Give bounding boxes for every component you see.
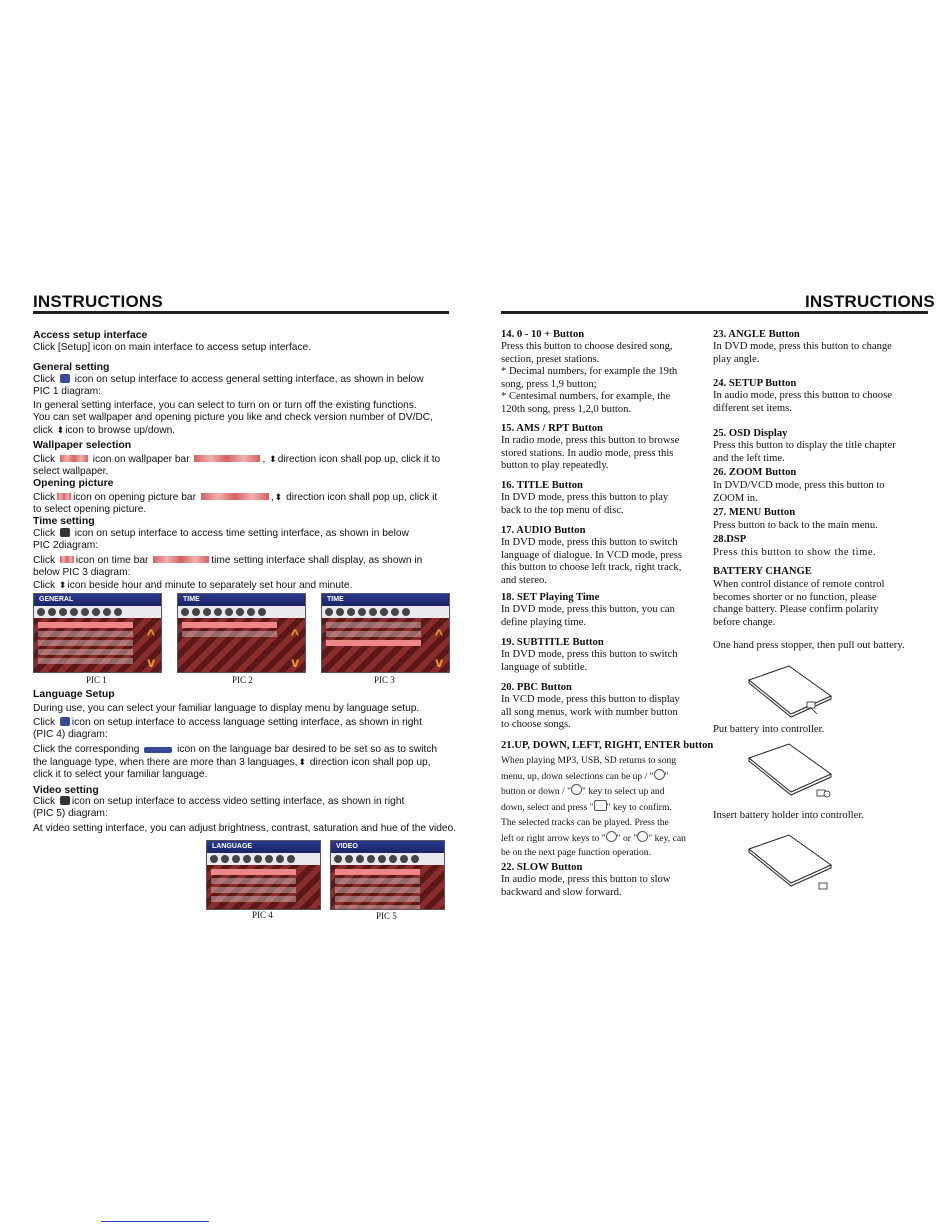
remote-battery-holder-illustration xyxy=(745,833,835,893)
button-16-heading: 16. TITLE Button xyxy=(501,480,583,491)
wallpaper-text: Click icon on wallpaper bar , ⬍direction icon shall pop up, click it to select wallpaper. xyxy=(33,454,441,477)
up-down-arrow-icon: ⬍ xyxy=(58,580,67,590)
chevron-up-icon: ^ xyxy=(290,626,299,642)
right-key-icon xyxy=(637,831,648,842)
battery-step-2: Put battery into controller. xyxy=(713,724,825,735)
button-24-heading: 24. SETUP Button xyxy=(713,378,797,389)
screen-icon-bar xyxy=(178,606,305,618)
battery-step-3: Insert battery holder into controller. xyxy=(713,810,864,821)
language-setup-text: During use, you can select your familiar language to display menu by language setup. Click icon on setup interface to access language setting interface, as shown in right (PIC 4) diagram: Click the corresponding icon on the language bar desired to be set so as to switch the language type, when there are more than 3 languages,⬍ direction icon shall pop up, click it to select your familiar language. xyxy=(33,703,438,780)
button-27-heading: 27. MENU Button xyxy=(713,507,796,518)
pic5-caption: PIC 5 xyxy=(376,911,397,921)
left-page-header: INSTRUCTIONS xyxy=(33,292,163,311)
time-icon xyxy=(60,556,74,563)
wallpaper-bar-icon xyxy=(194,455,260,462)
access-setup-heading: Access setup interface xyxy=(33,329,148,341)
pic4-language-screen xyxy=(206,840,321,910)
button-25-heading: 25. OSD Display xyxy=(713,428,788,439)
screen-title: TIME xyxy=(322,594,449,606)
pic2-caption: PIC 2 xyxy=(232,675,253,685)
up-down-arrow-icon: ⬍ xyxy=(298,757,307,767)
button-26-heading: 26. ZOOM Button xyxy=(713,467,797,478)
chevron-up-icon: ^ xyxy=(434,626,443,642)
up-down-arrow-icon: ⬍ xyxy=(269,454,277,464)
time-setting-heading: Time setting xyxy=(33,515,95,527)
button-17-text: In DVD mode, press this button to switch language of dialogue. In VCD mode, press this button to choose left track, right track, and stereo. xyxy=(501,537,683,586)
button-22-heading: 22. SLOW Button xyxy=(501,862,583,873)
general-setting-heading: General setting xyxy=(33,361,110,373)
general-setting-text: Click icon on setup interface to access general setting interface, as shown in below PIC 1 diagram: In general setting interface, you can select to turn on or turn off the existing functions. You can set wallpaper and opening picture you like and check version number of DV/DC, click ⬍icon to browse up/down. xyxy=(33,374,433,436)
up-down-arrow-icon: ⬍ xyxy=(274,492,283,502)
language-icon xyxy=(60,717,70,726)
time-bar-icon xyxy=(153,556,209,563)
button-17-heading: 17. AUDIO Button xyxy=(501,525,586,536)
button-15-heading: 15. AMS / RPT Button xyxy=(501,423,603,434)
pic2-time-screen xyxy=(177,593,306,673)
button-23-heading: 23. ANGLE Button xyxy=(713,329,800,340)
button-18-text: In DVD mode, press this button, you can define playing time. xyxy=(501,604,675,628)
button-22-text: In audio mode, press this button to slow backward and slow forward. xyxy=(501,874,671,898)
right-header-rule xyxy=(501,311,928,314)
button-27-text: Press button to back to the main menu. xyxy=(713,520,878,531)
chevron-down-icon: v xyxy=(291,654,299,670)
opening-picture-text: Click icon on opening picture bar ,⬍ direction icon shall pop up, click it to select opening picture. xyxy=(33,492,438,515)
right-page-header: INSTRUCTIONS xyxy=(805,292,935,311)
screen-title: LANGUAGE xyxy=(207,841,320,853)
button-16-text: In DVD mode, press this button to play back to the top menu of disc. xyxy=(501,492,669,516)
button-20-heading: 20. PBC Button xyxy=(501,682,572,693)
access-setup-text: Click [Setup] icon on main interface to access setup interface. xyxy=(33,342,312,353)
button-20-text: In VCD mode, press this button to display all song menus, work with number button to choose songs. xyxy=(501,694,680,731)
left-header-rule xyxy=(33,311,449,314)
up-key-icon xyxy=(654,769,665,780)
pic1-caption: PIC 1 xyxy=(86,675,107,685)
pic5-video-screen xyxy=(330,840,445,910)
remote-battery-insert-illustration xyxy=(745,742,835,802)
screen-icon-bar xyxy=(322,606,449,618)
button-23-text: In DVD mode, press this button to change play angle. xyxy=(713,341,892,365)
clock-icon xyxy=(60,528,70,537)
button-18-heading: 18. SET Playing Time xyxy=(501,592,600,603)
video-setting-heading: Video setting xyxy=(33,784,99,796)
screen-title: VIDEO xyxy=(331,841,444,853)
up-down-arrow-icon: ⬍ xyxy=(56,425,65,435)
down-key-icon xyxy=(571,784,582,795)
left-key-icon xyxy=(606,831,617,842)
time-setting-text: Click icon on setup interface to access time setting interface, as shown in below PIC 2diagram: Click icon on time bar time setting interface shall display, as shown in below PIC 3 diagram: Click ⬍icon beside hour and minute to separately set hour and minute. xyxy=(33,528,423,591)
wallpaper-heading: Wallpaper selection xyxy=(33,439,132,451)
screen-title: TIME xyxy=(178,594,305,606)
button-14-text: Press this button to choose desired song, section, preset stations. * Decimal numbers, for example the 19th song, press 1,9 button; * Centesimal numbers, for example, the 120th song, press 1,2,0 button. xyxy=(501,341,678,415)
pic3-caption: PIC 3 xyxy=(374,675,395,685)
pic1-general-screen xyxy=(33,593,162,673)
screen-icon-bar xyxy=(331,853,444,865)
remote-battery-pullout-illustration xyxy=(745,664,835,720)
pic3-time-screen xyxy=(321,593,450,673)
screen-title: GENERAL xyxy=(34,594,161,606)
screen-icon-bar xyxy=(207,853,320,865)
setup-general-icon xyxy=(60,374,70,383)
chevron-down-icon: v xyxy=(435,654,443,670)
button-21-heading: 21.UP, DOWN, LEFT, RIGHT, ENTER button xyxy=(501,740,714,751)
language-bar-icon xyxy=(144,747,172,753)
wallpaper-icon xyxy=(60,455,88,462)
opening-picture-heading: Opening picture xyxy=(33,477,114,489)
button-28-heading: 28.DSP xyxy=(713,534,747,545)
button-25-text: Press this button to display the title chapter and the left time. xyxy=(713,440,896,464)
language-setup-heading: Language Setup xyxy=(33,688,115,700)
screen-icon-bar xyxy=(34,606,161,618)
pic4-caption: PIC 4 xyxy=(252,910,273,920)
button-26-text: In DVD/VCD mode, press this button to ZOOM in. xyxy=(713,480,885,504)
button-19-text: In DVD mode, press this button to switch language of subtitle. xyxy=(501,649,678,673)
button-14-heading: 14. 0 - 10 + Button xyxy=(501,329,585,340)
button-28-text: Press this button to show the time. xyxy=(713,547,877,558)
battery-step-1: One hand press stopper, then pull out battery. xyxy=(713,640,905,651)
footer-link-underline xyxy=(101,1221,209,1222)
video-setting-text: Click icon on setup interface to access video setting interface, as shown in right (PIC 5) diagram: At video setting interface, you can adjust brightness, contrast, saturation and hue of the video. xyxy=(33,796,457,834)
button-21-text: When playing MP3, USB, SD returns to song menu, up, down selections can be up / " " button or down / " " key to select up and down, select and press " " key to confirm. The selected tracks can be played. Press the left or right arrow keys to " " or " " key, can be on the next page function operation. xyxy=(501,755,686,859)
button-19-heading: 19. SUBTITLE Button xyxy=(501,637,604,648)
button-24-text: In audio mode, press this button to choose different set items. xyxy=(713,390,892,414)
opening-picture-icon xyxy=(57,493,71,500)
video-icon xyxy=(60,796,70,805)
button-15-text: In radio mode, press this button to browse stored stations. In audio mode, press this button to play repeatedly. xyxy=(501,435,680,472)
battery-change-heading: BATTERY CHANGE xyxy=(713,566,812,577)
enter-key-icon xyxy=(594,800,607,811)
opening-picture-bar-icon xyxy=(201,493,269,500)
chevron-up-icon: ^ xyxy=(146,626,155,642)
chevron-down-icon: v xyxy=(147,654,155,670)
battery-change-text: When control distance of remote control becomes shorter or no function, please change battery. Please confirm polarity before change. xyxy=(713,579,885,628)
